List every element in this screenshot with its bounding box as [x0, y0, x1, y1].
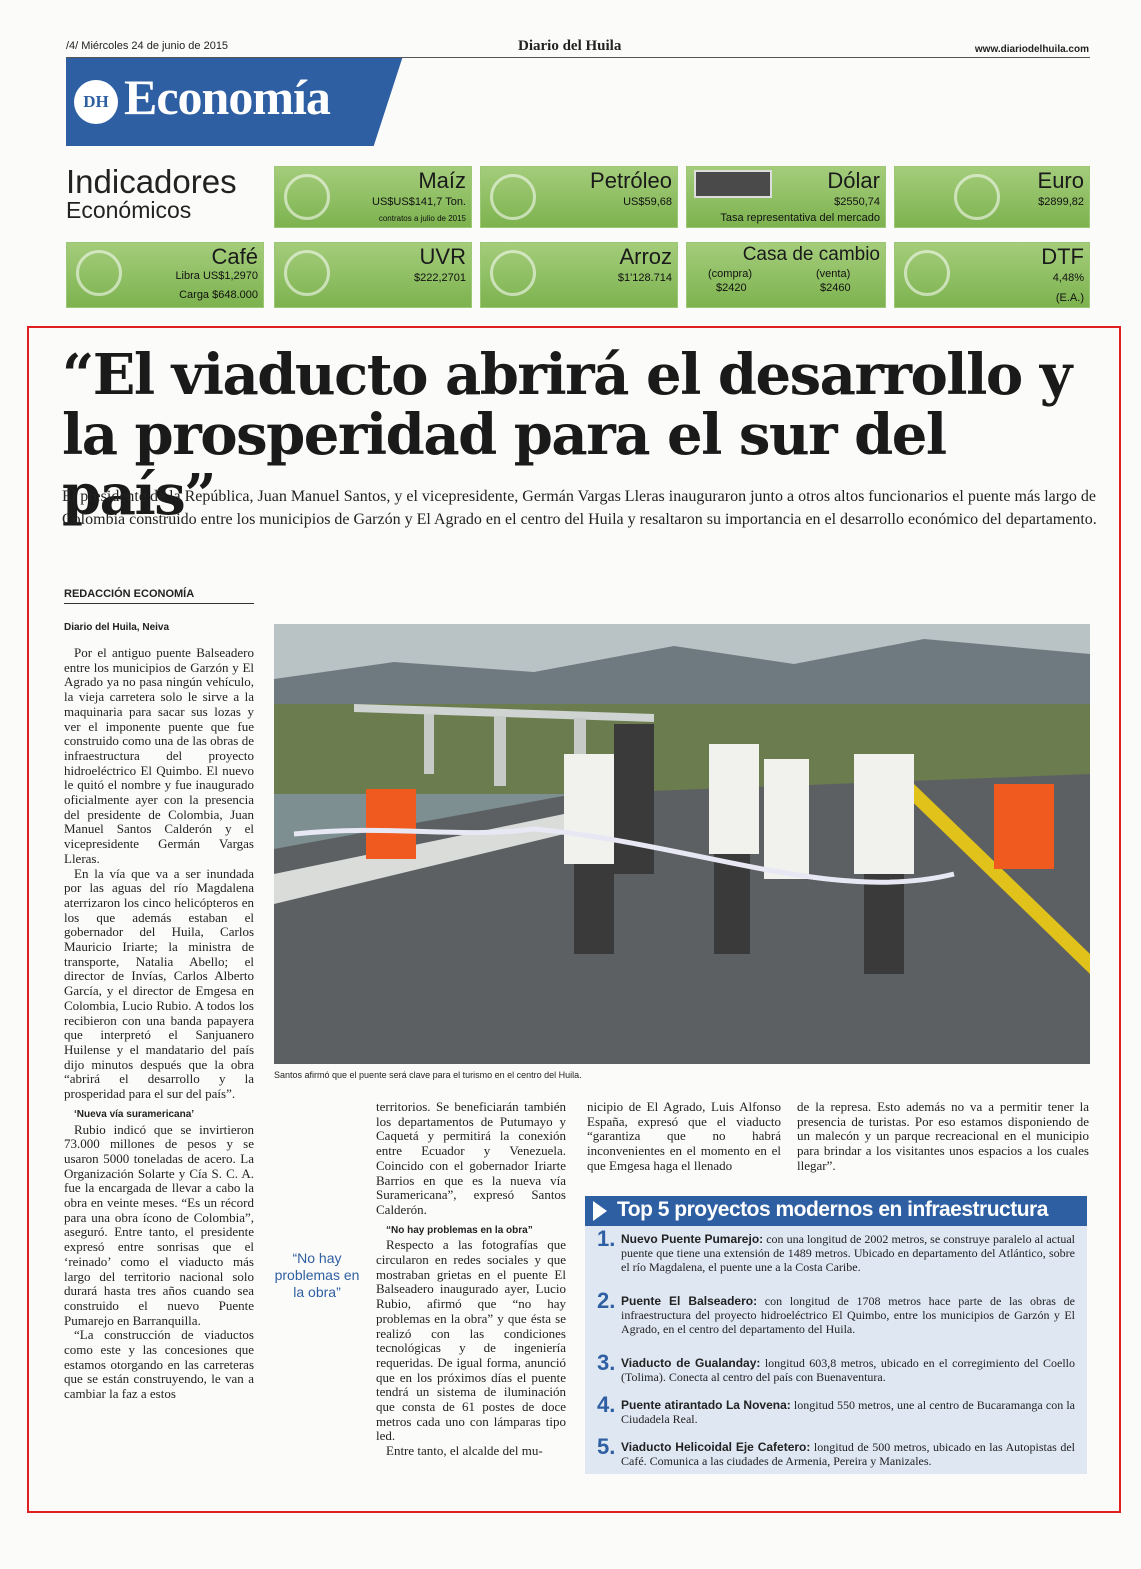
- indicator-note: (E.A.): [1055, 292, 1084, 304]
- indicators-title: Indicadores: [66, 163, 237, 200]
- indicator-note: contratos a julio de 2015: [378, 214, 466, 223]
- top5-box: [585, 1196, 1087, 1474]
- item-name: Puente atirantado La Novena:: [621, 1398, 791, 1412]
- dateline: Diario del Huila, Neiva: [64, 622, 170, 633]
- rice-icon: [490, 250, 536, 296]
- item-name: Puente El Balseadero:: [621, 1294, 758, 1308]
- paragraph: “La construcción de viaductos como este y las concesiones que estamos otorgando en las carreteras que se están construyendo, le van a cambiar la faz a estos: [64, 1327, 254, 1402]
- indicator-value: 4,48%: [1052, 272, 1084, 284]
- top5-title: Top 5 proyectos modernos en infraestructura: [617, 1198, 1048, 1221]
- article-column-3: [587, 1100, 781, 1174]
- paragraph: territorios. Se beneficiarán también los departamentos de Putumayo y Caquetá y permitirá la conexión entre Ecuador y Venezuela. Coincido con el gobernador Iriarte Barrios en que es la nueva vía Suramericana”, expresó Santos Calderón.: [376, 1099, 566, 1217]
- top5-item: [585, 1226, 1076, 1274]
- bridge-inauguration-photo: [274, 624, 1090, 1064]
- item-number: 5.: [597, 1434, 616, 1459]
- section-title: Economía: [124, 69, 330, 125]
- section-banner: [66, 58, 418, 146]
- article-photo: [274, 624, 1090, 1064]
- item-name: Nuevo Puente Pumarejo:: [621, 1232, 764, 1246]
- indicator-name: Arroz: [619, 244, 672, 269]
- indicator-value: Libra US$1,2970: [175, 270, 258, 282]
- indicator-note: Tasa representativa del mercado: [720, 212, 880, 224]
- oil-icon: [490, 174, 536, 220]
- paragraph: Rubio indicó que se invirtieron 73.000 millones de pesos y se usaron 5000 toneladas de acero. La Organización Solarte y Cía S. C. A. fue la encargada de llevar a cabo la obra en veinte meses. “Es un récord para una obra ícono de Colombia”, aseguró. Entre tanto, el presidente expresó entre sonrisas que el ‘reinado’ como el viaducto más largo del territorio nacional solo durará hasta tres años cuando sea construido el nuevo Puente Pumarejo en Barranquilla.: [64, 1121, 254, 1328]
- subheading: “No hay problemas en la obra”: [386, 1224, 533, 1236]
- indicator-value: $2899,82: [1038, 196, 1084, 208]
- top5-item: [585, 1392, 1075, 1426]
- item-text: longitud 603,8 metros, ubicado en el corregimiento del Coello (Tolima). Conecta al centro del país con Buenaventura.: [621, 1356, 1075, 1384]
- top5-header: [585, 1196, 1087, 1226]
- compra-value: $2420: [716, 282, 747, 294]
- article-lead: El presidente de la República, Juan Manuel Santos, y el vicepresidente, Germán Vargas Lleras inauguraron junto a otros altos funcionarios el puente más largo de Colombia construido entre los municipios de Garzón y El Agrado en el centro del Huila y resaltaron su importancia en el desarrollo económico del departamento.: [62, 488, 1097, 528]
- item-text: longitud 550 metros, une al centro de Bucaramanga con la Ciudadela Real.: [621, 1398, 1075, 1426]
- indicator-name: Petróleo: [590, 168, 672, 193]
- indicator-name: Casa de cambio: [742, 244, 880, 265]
- paragraph: En la vía que va a ser inundada por las aguas del río Magdalena aterrizaron los cinco helicópteros en los que además estaban el gobernador del Huila, Carlos Mauricio Iriarte; la ministra de transporte, Natalia Abello; el director de Invías, Carlos Alberto García, y el director de Emgesa en Colombia, Lucio Rubio. A todos los recibieron con una banda papayera que interpretó el Sanjuanero Huilense y el mandatario del país dijo minutos después que la obra “abrirá el desarrollo y la prosperidad para el sur del país”.: [64, 865, 254, 1102]
- house-icon: [284, 250, 330, 296]
- coffee-cup-icon: [76, 250, 122, 296]
- indicator-value: $1'128.714: [617, 272, 672, 284]
- banknotes-icon: [694, 170, 772, 198]
- indicator-value: $2550,74: [834, 196, 880, 208]
- item-text: longitud de 500 metros, ubicado en las Autopistas del Café. Comunica a las ciudades de Armenia, Pereira y Manizales.: [621, 1440, 1076, 1468]
- item-number: 2.: [597, 1288, 616, 1313]
- newspaper-name: Diario del Huila: [518, 38, 622, 54]
- indicator-dolar: [686, 166, 886, 228]
- indicator-name: Euro: [1037, 168, 1084, 193]
- paragraph: nicipio de El Agrado, Luis Alfonso España, expresó que el viaducto “garantiza que no habrá inconvenientes en el momento en el que Emgesa haga el llenado: [587, 1099, 781, 1173]
- indicator-arroz: [480, 242, 678, 308]
- article-column-4: [797, 1100, 1089, 1174]
- website-url[interactable]: www.diariodelhuila.com: [974, 44, 1089, 55]
- indicator-name: DTF: [1041, 244, 1084, 269]
- item-number: 1.: [597, 1226, 616, 1251]
- item-name: Viaducto Helicoidal Eje Cafetero:: [621, 1440, 811, 1454]
- venta-label: (venta): [816, 268, 851, 280]
- euro-icon: [954, 174, 1000, 220]
- paragraph: Entre tanto, el alcalde del mu-: [386, 1443, 543, 1459]
- item-text: con una longitud de 2002 metros, se construye paralelo al actual puente que tiene una extensión de 1489 metros. Ubicado en departamento del Atlántico, sobre el río Magdalena, el puente une a la Costa Caribe.: [621, 1232, 1076, 1274]
- paragraph: Respecto a las fotografías que circularon en redes sociales y que mostraban grietas en el puente El Balseadero inaugurado ayer, Lucio Rubio, afirmó que “no hay problemas en la obra” y que ésta se realizó con las condiciones tecnológicas y de ingeniería requeridas. De igual forma, anunció que en los próximos días el puente tendrá un sistema de iluminación que consta de 61 postes de doce metros cada uno con lámparas tipo led.: [376, 1237, 566, 1444]
- byline: REDACCIÓN ECONOMÍA: [64, 588, 195, 600]
- compra-label: (compra): [708, 268, 753, 280]
- indicator-euro: [894, 166, 1090, 228]
- venta-value: $2460: [820, 282, 851, 294]
- article-column-2: [376, 1100, 566, 1459]
- photo-caption: Santos afirmó que el puente será clave para el turismo en el centro del Huila.: [274, 1070, 582, 1080]
- indicator-casa-cambio: [686, 242, 886, 308]
- indicator-cafe: [66, 242, 264, 308]
- indicators-subtitle: Económicos: [66, 197, 192, 223]
- chevron-right-icon: [593, 1201, 607, 1221]
- dh-logo: DH: [74, 80, 118, 124]
- paragraph: Por el antiguo puente Balseadero entre los municipios de Garzón y El Agrado ya no pasa ningún vehículo, la vieja carretera solo le sirve a la maquinaria para sacar sus lozas y ver el imponente puente que fue construido como una de las obras de infraestructura del proyecto hidroeléctrico El Quimbo. El nuevo le quitó el nombre y fue inaugurado oficialmente ayer con la presencia del presidente de Colombia, Juan Manuel Santos Calderón y el vicepresidente Germán Vargas Lleras.: [64, 645, 254, 866]
- subheading: ‘Nueva vía suramericana’: [74, 1108, 195, 1120]
- indicator-value: $222,2701: [414, 272, 466, 284]
- top5-item: [585, 1350, 1075, 1384]
- indicator-dtf: [894, 242, 1090, 308]
- percent-icon: [904, 250, 950, 296]
- item-number: 3.: [597, 1350, 616, 1375]
- indicator-value: US$US$141,7 Ton.: [372, 196, 466, 208]
- page-info: /4/ Miércoles 24 de junio de 2015: [66, 40, 229, 52]
- top5-item: [585, 1288, 1076, 1336]
- pull-quote: “No hay problemas en la obra”: [274, 1250, 360, 1300]
- indicator-name: Maíz: [418, 168, 466, 193]
- paragraph: de la represa. Esto además no va a permitir tener la presencia de turistas. Por eso estamos disponiendo de un malecón y un parque recreacional en el municipio para brindar a los visitantes unos espacios a los cuales llegar”.: [797, 1099, 1089, 1173]
- article-column-1: [64, 646, 254, 1402]
- top5-item: [585, 1434, 1076, 1468]
- article-headline: “El viaducto abrirá el desarrollo y la prosperidad para el sur del país”: [62, 342, 1071, 528]
- indicator-maiz: [274, 166, 472, 228]
- indicator-name: UVR: [419, 244, 466, 269]
- indicator-petroleo: [480, 166, 678, 228]
- indicator-name: Dólar: [827, 168, 880, 193]
- corn-icon: [284, 174, 330, 220]
- indicator-uvr: [274, 242, 472, 308]
- item-number: 4.: [597, 1392, 616, 1417]
- item-name: Viaducto de Gualanday:: [621, 1356, 761, 1370]
- indicator-value-2: Carga $648.000: [179, 289, 258, 301]
- indicator-value: US$59,68: [623, 196, 672, 208]
- byline-rule: [64, 603, 254, 604]
- item-text: con longitud de 1708 metros hace parte de las obras de infraestructura del proyecto hidroeléctrico El Quimbo, entre los municipios de Garzón y El Agrado, en el centro del departamento del Huila.: [621, 1294, 1076, 1336]
- indicator-name: Café: [211, 244, 258, 269]
